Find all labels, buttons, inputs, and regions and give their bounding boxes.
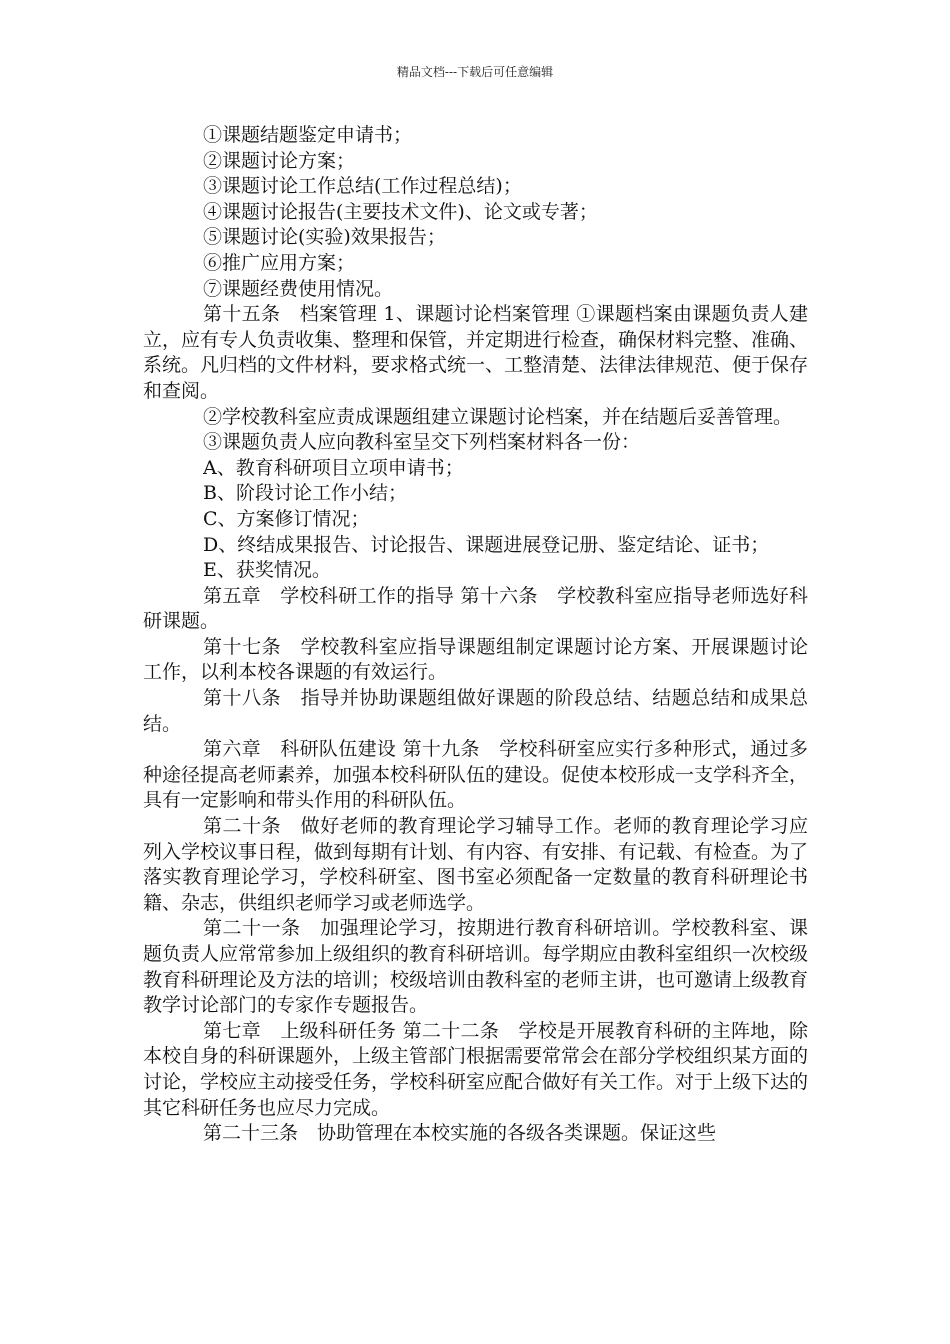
list-item: ①课题结题鉴定申请书； bbox=[203, 124, 413, 146]
list-item: ⑦课题经费使用情况。 bbox=[203, 277, 394, 300]
paragraph-article-20: 第二十条 做好老师的教育理论学习辅导工作。老师的教育理论学习应列入学校议事日程，做到每期有计划、有内容、有安排、有记载、有检查。为了落实教育理论学习，学校科研室、图书室必须配备一定数量的教育科研理论书籍、杂志，供组织老师学习或老师选学。 bbox=[143, 815, 809, 914]
paragraph-archive-2: ②学校教科室应责成课题组建立课题讨论档案，并在结题后妥善管理。 bbox=[203, 405, 793, 428]
list-item: C、方案修订情况； bbox=[203, 507, 370, 530]
paragraph-chapter-5: 第五章 学校科研工作的指导 第十六条 学校教科室应指导老师选好科研课题。 bbox=[143, 584, 808, 633]
paragraph-article-23: 第二十三条 协助管理在本校实施的各级各类课题。保证这些 bbox=[203, 1122, 717, 1145]
list-item: ⑤课题讨论(实验)效果报告； bbox=[203, 226, 446, 249]
paragraph-chapter-6: 第六章 科研队伍建设 第十九条 学校科研室应实行多种形式，通过多种途径提高老师素养，加强本校科研队伍的建设。促使本校形成一支学科齐全，具有一定影响和带头作用的科研队伍。 bbox=[143, 738, 809, 812]
list-item: A、教育科研项目立项申请书； bbox=[203, 456, 464, 479]
paragraph-chapter-7: 第七章 上级科研任务 第二十二条 学校是开展教育科研的主阵地，除本校自身的科研课题外，上级主管部门根据需要常常会在部分学校组织某方面的讨论，学校应主动接受任务，学校科研室应配合做好有关工作。对于上级下达的其它科研任务也应尽力完成。 bbox=[143, 1019, 809, 1119]
paragraph-article-15: 第十五条 档案管理 1、课题讨论档案管理 ①课题档案由课题负责人建立，应有专人负责收集、整理和保管，并定期进行检查，确保材料完整、准确、系统。凡归档的文件材料，要求格式统一、工整清楚、法律法律规范、便于保存和查阅。 bbox=[143, 303, 809, 402]
list-item: D、终结成果报告、讨论报告、课题进展登记册、鉴定结论、证书； bbox=[203, 533, 770, 556]
page-header: 精品文档---下载后可任意编辑 bbox=[396, 65, 554, 79]
paragraph-article-18: 第十八条 指导并协助课题组做好课题的阶段总结、结题总结和成果总结。 bbox=[143, 687, 808, 735]
list-item: ③课题讨论工作总结(工作过程总结)； bbox=[203, 175, 522, 198]
paragraph-archive-3: ③课题负责人应向教科室呈交下列档案材料各一份： bbox=[203, 431, 641, 454]
list-item: ②课题讨论方案； bbox=[203, 149, 356, 172]
list-item: B、阶段讨论工作小结； bbox=[203, 482, 407, 505]
list-item: ⑥推广应用方案； bbox=[203, 251, 356, 274]
paragraph-article-21: 第二十一条 加强理论学习，按期进行教育科研培训。学校教科室、课题负责人应常常参加上级组织的教育科研培训。每学期应由教科室组织一次校级教育科研理论及方法的培训；校级培训由教科室的老师主讲，也可邀请上级教育教学讨论部门的专家作专题报告。 bbox=[143, 917, 809, 1017]
list-item: E、获奖情况。 bbox=[203, 559, 331, 582]
document-body bbox=[143, 123, 808, 1147]
list-item: ④课题讨论报告(主要技术文件)、论文或专著； bbox=[203, 200, 598, 223]
paragraph-article-17: 第十七条 学校教科室应指导课题组制定课题讨论方案、开展课题讨论工作，以利本校各课题的有效运行。 bbox=[143, 635, 808, 684]
